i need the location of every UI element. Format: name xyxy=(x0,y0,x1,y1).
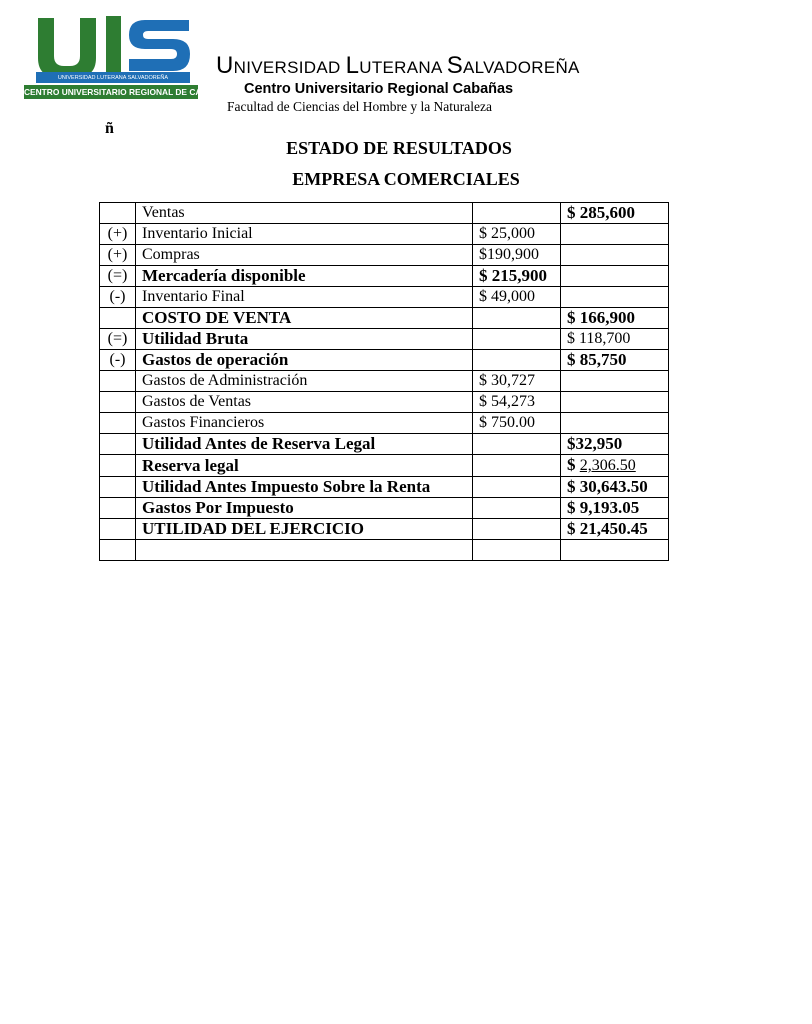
sign-cell: (=) xyxy=(100,329,136,350)
total-prefix: $ xyxy=(567,455,580,474)
sign-cell xyxy=(100,203,136,224)
sign-cell: (-) xyxy=(100,287,136,308)
logo-band: CENTRO UNIVERSITARIO REGIONAL DE CABAÑAS xyxy=(24,87,232,97)
table-row xyxy=(100,350,669,371)
concept-cell: Utilidad Bruta xyxy=(136,329,473,350)
table-row xyxy=(100,434,669,455)
concept-cell: Gastos Financieros xyxy=(136,413,473,434)
total-cell: $ 85,750 xyxy=(561,350,669,371)
concept-cell: Reserva legal xyxy=(136,455,473,477)
uni-initial-s: S xyxy=(446,52,463,79)
partial-cell: $ 30,727 xyxy=(473,371,561,392)
sign-cell xyxy=(100,477,136,498)
sign-cell xyxy=(100,434,136,455)
sign-cell xyxy=(100,455,136,477)
sign-cell xyxy=(100,540,136,561)
concept-cell: Utilidad Antes Impuesto Sobre la Renta xyxy=(136,477,473,498)
concept-cell: Gastos de Ventas xyxy=(136,392,473,413)
income-statement-table xyxy=(99,202,669,561)
partial-cell xyxy=(473,540,561,561)
total-cell: $32,950 xyxy=(561,434,669,455)
total-value: 2,306.50 xyxy=(579,457,636,474)
total-cell xyxy=(561,413,669,434)
table-row xyxy=(100,266,669,287)
table-row xyxy=(100,329,669,350)
total-cell xyxy=(561,266,669,287)
concept-cell: Gastos Por Impuesto xyxy=(136,498,473,519)
partial-cell xyxy=(473,350,561,371)
table-row xyxy=(100,540,669,561)
uni-word-2: UTERANA xyxy=(359,58,442,77)
partial-cell: $ 49,000 xyxy=(473,287,561,308)
sign-cell xyxy=(100,413,136,434)
concept-cell xyxy=(136,540,473,561)
sign-cell xyxy=(100,371,136,392)
total-cell xyxy=(561,371,669,392)
total-cell xyxy=(561,245,669,266)
concept-cell: Mercadería disponible xyxy=(136,266,473,287)
uni-initial-l: L xyxy=(345,52,360,79)
sign-cell: (-) xyxy=(100,350,136,371)
sign-cell: (+) xyxy=(100,224,136,245)
partial-cell: $190,900 xyxy=(473,245,561,266)
total-cell: $ 166,900 xyxy=(561,308,669,329)
total-cell: $ 118,700 xyxy=(561,329,669,350)
total-cell: $ 9,193.05 xyxy=(561,498,669,519)
table-row xyxy=(100,455,669,477)
table-row xyxy=(100,203,669,224)
uni-initial-u: U xyxy=(216,52,234,79)
total-cell: $ 285,600 xyxy=(561,203,669,224)
partial-cell xyxy=(473,519,561,540)
table-row xyxy=(100,477,669,498)
table-row xyxy=(100,371,669,392)
partial-cell: $ 54,273 xyxy=(473,392,561,413)
sign-cell xyxy=(100,498,136,519)
partial-cell xyxy=(473,434,561,455)
table-row xyxy=(100,519,669,540)
total-cell xyxy=(561,455,669,477)
table-row xyxy=(100,245,669,266)
total-cell: $ 30,643.50 xyxy=(561,477,669,498)
partial-cell xyxy=(473,498,561,519)
document-title: ESTADO DE RESULTADOS xyxy=(286,138,512,158)
table-row xyxy=(100,498,669,519)
partial-cell: $ 215,900 xyxy=(473,266,561,287)
partial-cell xyxy=(473,203,561,224)
total-cell xyxy=(561,287,669,308)
uni-word-3: ALVADOREÑA xyxy=(463,58,580,77)
concept-cell: Inventario Inicial xyxy=(136,224,473,245)
sign-cell: (+) xyxy=(100,245,136,266)
partial-cell xyxy=(473,308,561,329)
table-row xyxy=(100,392,669,413)
sign-cell xyxy=(100,519,136,540)
concept-cell: Utilidad Antes de Reserva Legal xyxy=(136,434,473,455)
concept-cell: Gastos de operación xyxy=(136,350,473,371)
company-title: EMPRESA COMERCIALES xyxy=(292,169,520,189)
table-row xyxy=(100,287,669,308)
concept-cell: UTILIDAD DEL EJERCICIO xyxy=(136,519,473,540)
concept-cell: Ventas xyxy=(136,203,473,224)
sign-cell: (=) xyxy=(100,266,136,287)
total-cell xyxy=(561,392,669,413)
partial-cell: $ 25,000 xyxy=(473,224,561,245)
partial-cell xyxy=(473,455,561,477)
concept-cell: COSTO DE VENTA xyxy=(136,308,473,329)
table-row xyxy=(100,224,669,245)
regional-center: Centro Universitario Regional Cabañas xyxy=(244,81,514,97)
concept-cell: Compras xyxy=(136,245,473,266)
total-cell xyxy=(561,540,669,561)
uls-logo xyxy=(24,14,232,102)
concept-cell: Gastos de Administración xyxy=(136,371,473,392)
concept-cell: Inventario Final xyxy=(136,287,473,308)
total-cell xyxy=(561,224,669,245)
partial-cell: $ 750.00 xyxy=(473,413,561,434)
sign-cell xyxy=(100,392,136,413)
faculty-name: Facultad de Ciencias del Hombre y la Naturaleza xyxy=(227,99,493,114)
stray-character: ñ xyxy=(105,120,114,137)
total-cell: $ 21,450.45 xyxy=(561,519,669,540)
partial-cell xyxy=(473,329,561,350)
logo-subtext: UNIVERSIDAD LUTERANA SALVADOREÑA xyxy=(57,75,169,81)
uni-word-1: NIVERSIDAD xyxy=(233,58,341,77)
partial-cell xyxy=(473,477,561,498)
table-row xyxy=(100,308,669,329)
university-name xyxy=(216,52,580,80)
sign-cell xyxy=(100,308,136,329)
table-row xyxy=(100,413,669,434)
